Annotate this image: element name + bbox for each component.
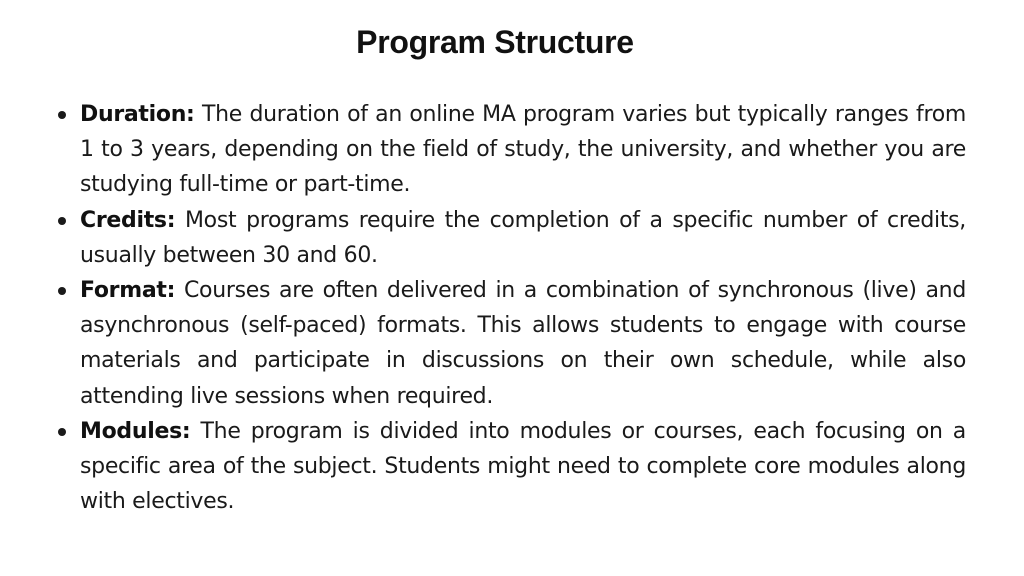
bullet-text: Most programs require the completion of a specific number of credits, usually between 30 and 60. [80,207,966,268]
bullet-list [80,97,966,519]
bullet-dot-icon [58,287,66,295]
bullet-term: Duration: [80,102,195,127]
bullet-text: Courses are often delivered in a combination of synchronous (live) and asynchronous (self-paced) formats. This allows students to engage with course materials and participate in discussions on their own schedule, while also attending live sessions when required. [80,278,966,409]
bullet-text: The duration of an online MA program varies but typically ranges from 1 to 3 years, depending on the field of study, the university, and whether you are studying full-time or part-time. [80,102,966,198]
bullet-item-duration [80,97,966,203]
bullet-term: Format: [80,278,176,304]
bullet-item-credits [80,203,966,273]
bullet-text: The program is divided into modules or courses, each focusing on a specific area of the subject. Students might need to complete core modules along with electives. [80,418,966,515]
bullet-dot-icon [58,217,66,225]
bullet-term: Credits: [80,207,176,233]
bullet-dot-icon [58,428,66,436]
slide-title: Program Structure [356,24,634,60]
bullet-term: Modules: [80,418,191,444]
bullet-item-modules [80,414,966,520]
bullet-dot-icon [58,111,66,119]
bullet-item-format [80,273,966,414]
